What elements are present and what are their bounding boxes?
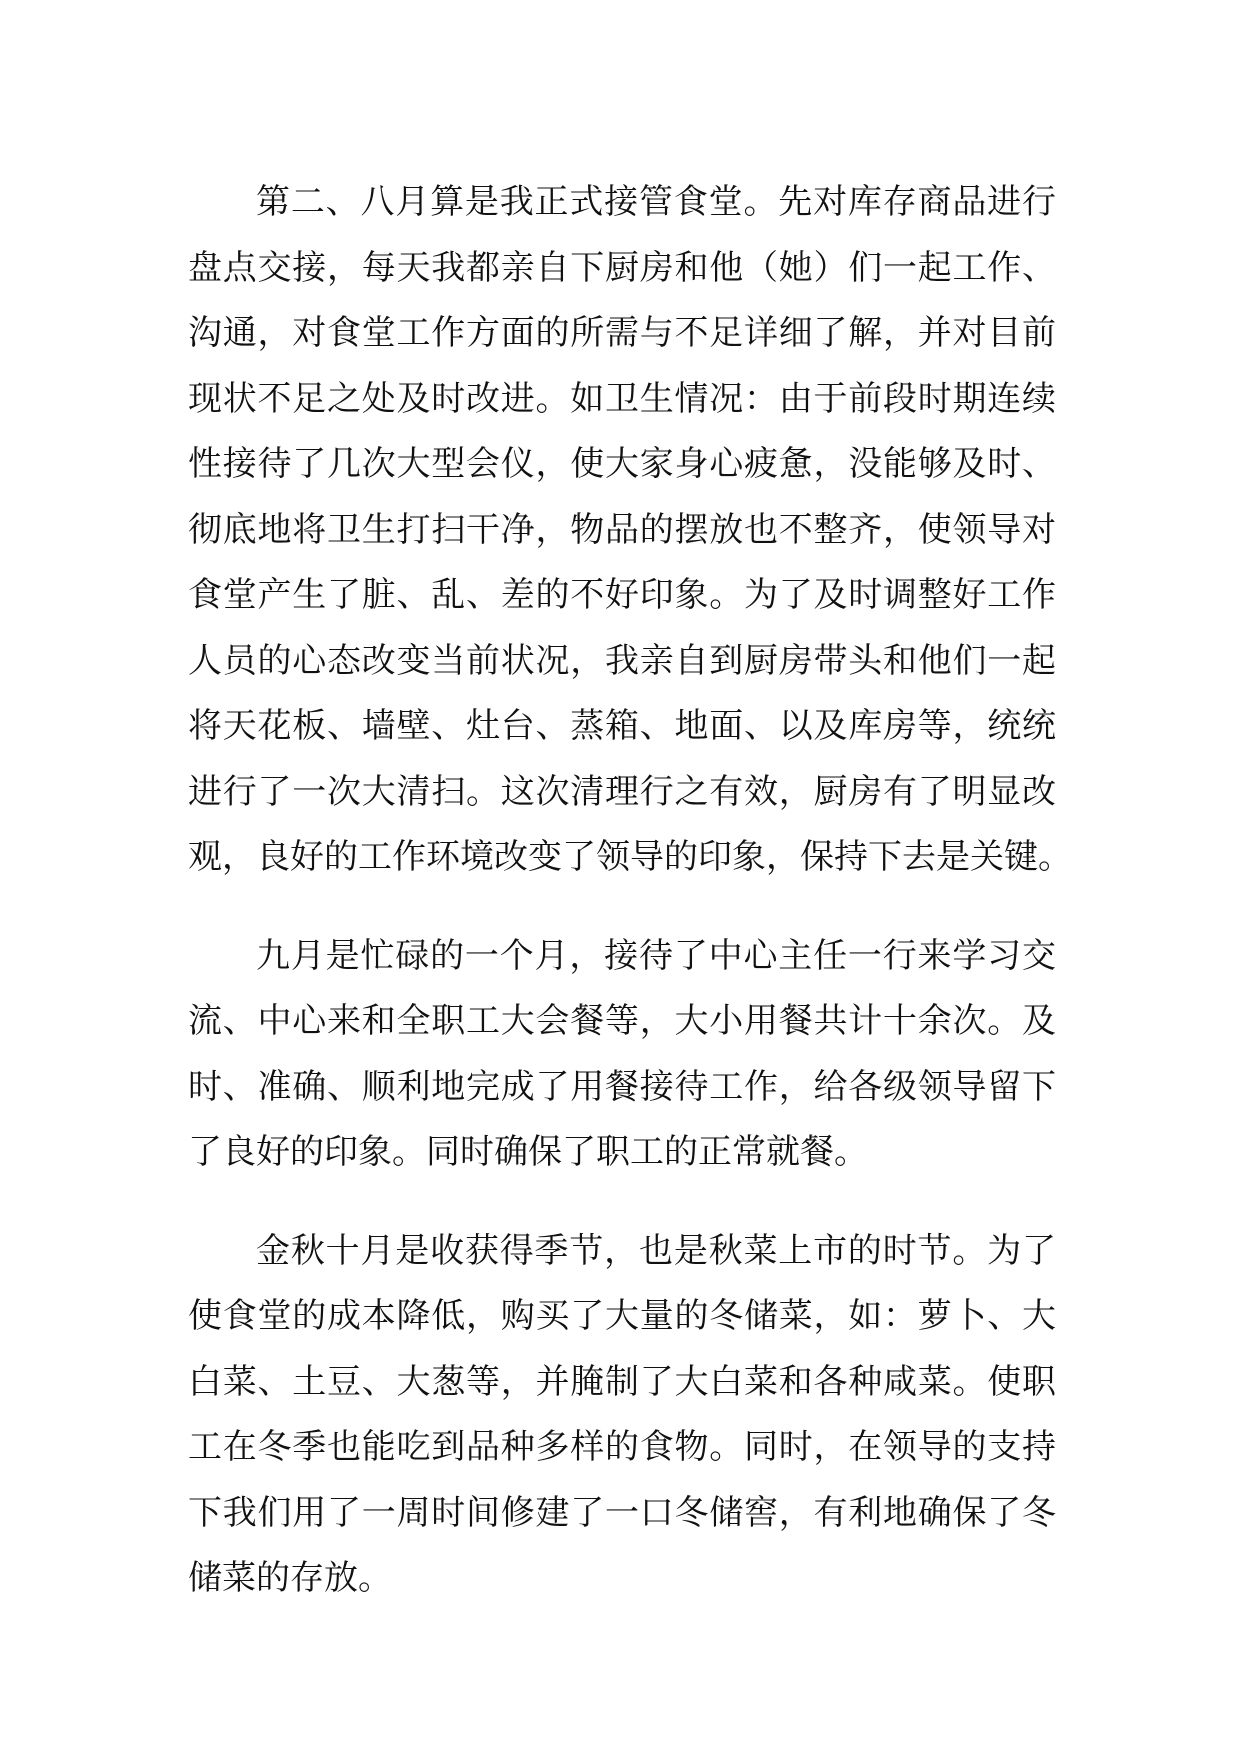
text-line: 现状不足之处及时改进。如卫生情况：由于前段时期连续 [188, 378, 1056, 419]
text-line: 使食堂的成本降低，购买了大量的冬储菜，如：萝卜、大 [188, 1296, 1056, 1336]
text-line: 下我们用了一周时间修建了一口冬储窖，有利地确保了冬 [188, 1492, 1056, 1533]
text-line: 人员的心态改变当前状况，我亲自到厨房带头和他们一起 [188, 640, 1056, 681]
text-line: 流、中心来和全职工大会餐等，大小用餐共计十余次。及 [188, 1001, 1056, 1041]
text-line: 时、准确、顺利地完成了用餐接待工作，给各级领导留下 [188, 1066, 1056, 1107]
text-line: 了良好的印象。同时确保了职工的正常就餐。 [188, 1132, 868, 1172]
text-line: 沟通，对食堂工作方面的所需与不足详细了解，并对目前 [188, 313, 1056, 353]
text-line: 观，良好的工作环境改变了领导的印象，保持下去是关键。 [188, 837, 1072, 877]
text-line: 金秋十月是收获得季节，也是秋菜上市的时节。为了 [256, 1230, 1056, 1271]
text-line: 白菜、土豆、大葱等，并腌制了大白菜和各种咸菜。使职 [188, 1361, 1056, 1402]
text-line: 将天花板、墙壁、灶台、蒸箱、地面、以及库房等，统统 [188, 706, 1056, 746]
paragraph-september [188, 924, 1056, 1186]
paragraph-october [188, 1219, 1056, 1612]
text-line: 储菜的存放。 [188, 1558, 392, 1598]
document-body [188, 170, 1072, 1645]
text-line: 性接待了几次大型会仪，使大家身心疲惫，没能够及时、 [188, 444, 1056, 484]
text-line: 彻底地将卫生打扫干净，物品的摆放也不整齐，使领导对 [188, 509, 1056, 550]
text-line: 进行了一次大清扫。这次清理行之有效，厨房有了明显改 [188, 771, 1056, 812]
text-line: 食堂产生了脏、乱、差的不好印象。为了及时调整好工作 [188, 575, 1056, 615]
text-line: 盘点交接，每天我都亲自下厨房和他（她）们一起工作、 [188, 247, 1056, 288]
text-line: 九月是忙碌的一个月，接待了中心主任一行来学习交 [256, 935, 1056, 976]
text-line: 工在冬季也能吃到品种多样的食物。同时，在领导的支持 [188, 1427, 1056, 1467]
text-line: 第二、八月算是我正式接管食堂。先对库存商品进行 [256, 182, 1056, 222]
paragraph-august [188, 170, 1072, 891]
